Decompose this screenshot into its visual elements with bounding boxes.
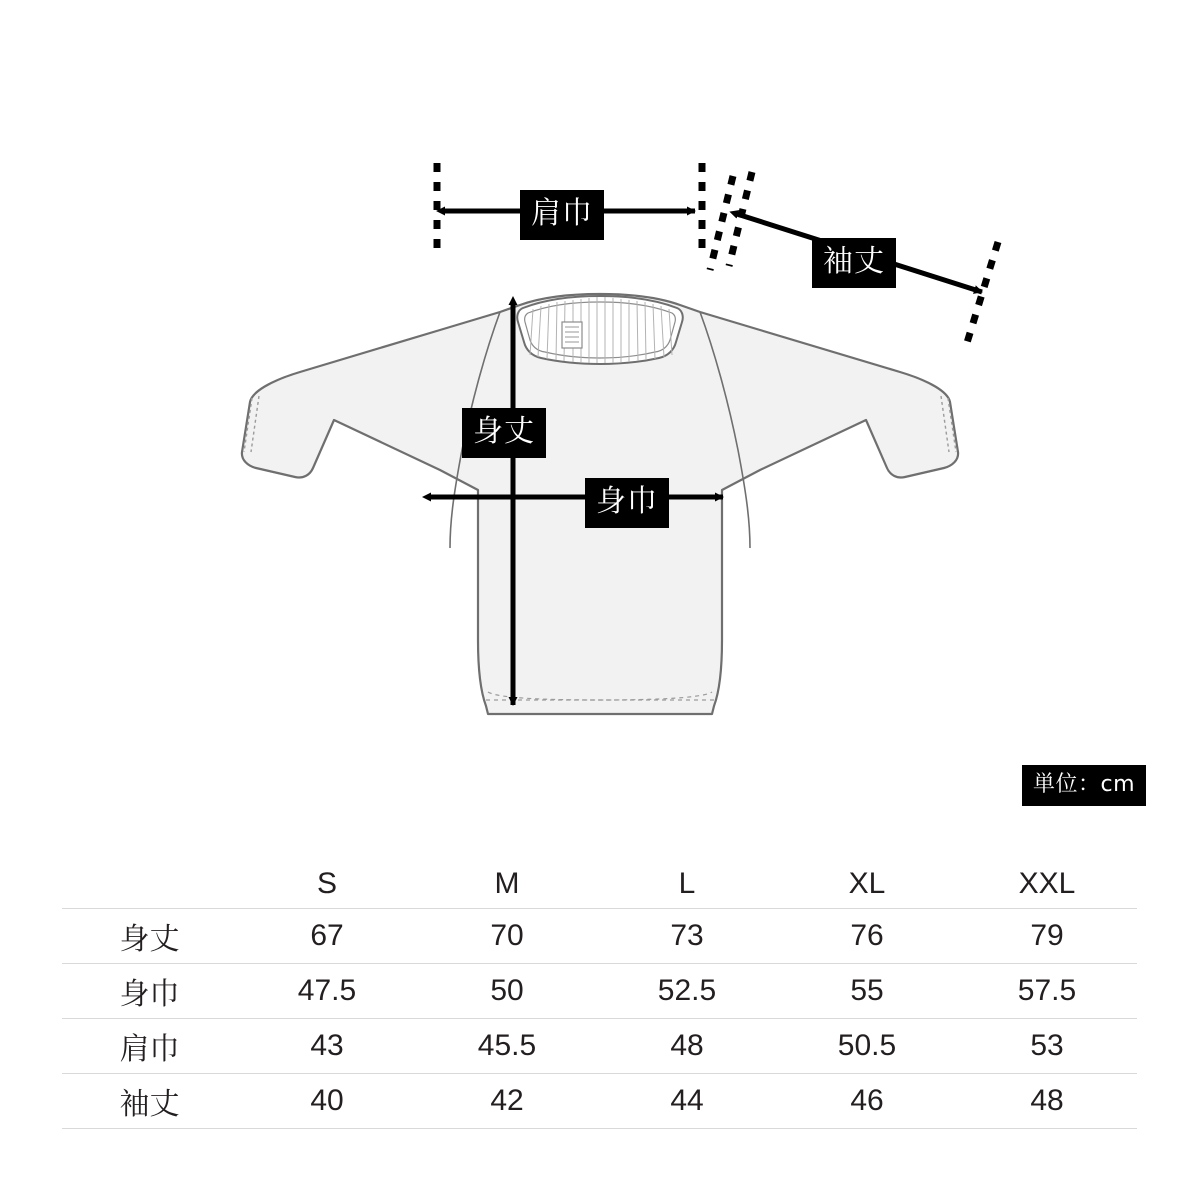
table-row: [62, 964, 1137, 1019]
header-corner: [62, 860, 237, 909]
header-size-xl: XL: [848, 867, 886, 900]
table-row: [62, 1019, 1137, 1074]
size-table-body: [62, 909, 1137, 1129]
table-header-row: [62, 860, 1137, 909]
size-table: [62, 860, 1137, 1129]
cell-shoulder-width-xl: 50.5: [837, 1029, 897, 1062]
row-label-body-width: 身巾: [119, 977, 180, 1012]
cell-body-width-xxl: 57.5: [1017, 974, 1077, 1007]
cell-shoulder-width-xxl: 53: [1030, 1029, 1064, 1062]
cell-sleeve-length-m: 42: [490, 1084, 524, 1117]
cell-sleeve-length-xxl: 48: [1030, 1084, 1064, 1117]
unit-note: 単位：cm: [1022, 765, 1146, 806]
cell-sleeve-length-xl: 46: [850, 1084, 884, 1117]
cell-body-width-m: 50: [490, 974, 524, 1007]
header-size-s: S: [316, 867, 337, 900]
cell-shoulder-width-s: 43: [310, 1029, 344, 1062]
header-size-m: M: [494, 867, 520, 900]
cell-body-length-xxl: 79: [1030, 919, 1064, 952]
cell-shoulder-width-m: 45.5: [477, 1029, 537, 1062]
header-size-l: L: [678, 867, 696, 900]
table-row: [62, 909, 1137, 964]
cell-sleeve-length-l: 44: [670, 1084, 704, 1117]
header-size-xxl: XXL: [1018, 867, 1076, 900]
cell-sleeve-length-s: 40: [310, 1084, 344, 1117]
cell-body-width-xl: 55: [850, 974, 884, 1007]
size-chart: [62, 860, 1137, 1129]
cell-body-length-l: 73: [670, 919, 704, 952]
row-label-body-length: 身丈: [119, 922, 180, 957]
label-shoulder-width: 肩巾: [520, 190, 604, 240]
cell-body-length-s: 67: [310, 919, 344, 952]
label-sleeve-length: 袖丈: [812, 238, 896, 288]
row-label-shoulder-width: 肩巾: [119, 1032, 180, 1067]
collar: [517, 296, 683, 364]
cell-body-length-xl: 76: [850, 919, 884, 952]
size-table-head: [62, 860, 1137, 909]
label-body-width: 身巾: [585, 478, 669, 528]
table-row: [62, 1074, 1137, 1129]
cell-shoulder-width-l: 48: [670, 1029, 704, 1062]
cell-body-length-m: 70: [490, 919, 524, 952]
cell-body-width-l: 52.5: [657, 974, 717, 1007]
label-body-length: 身丈: [462, 408, 546, 458]
cell-body-width-s: 47.5: [297, 974, 357, 1007]
row-label-sleeve-length: 袖丈: [119, 1087, 180, 1122]
